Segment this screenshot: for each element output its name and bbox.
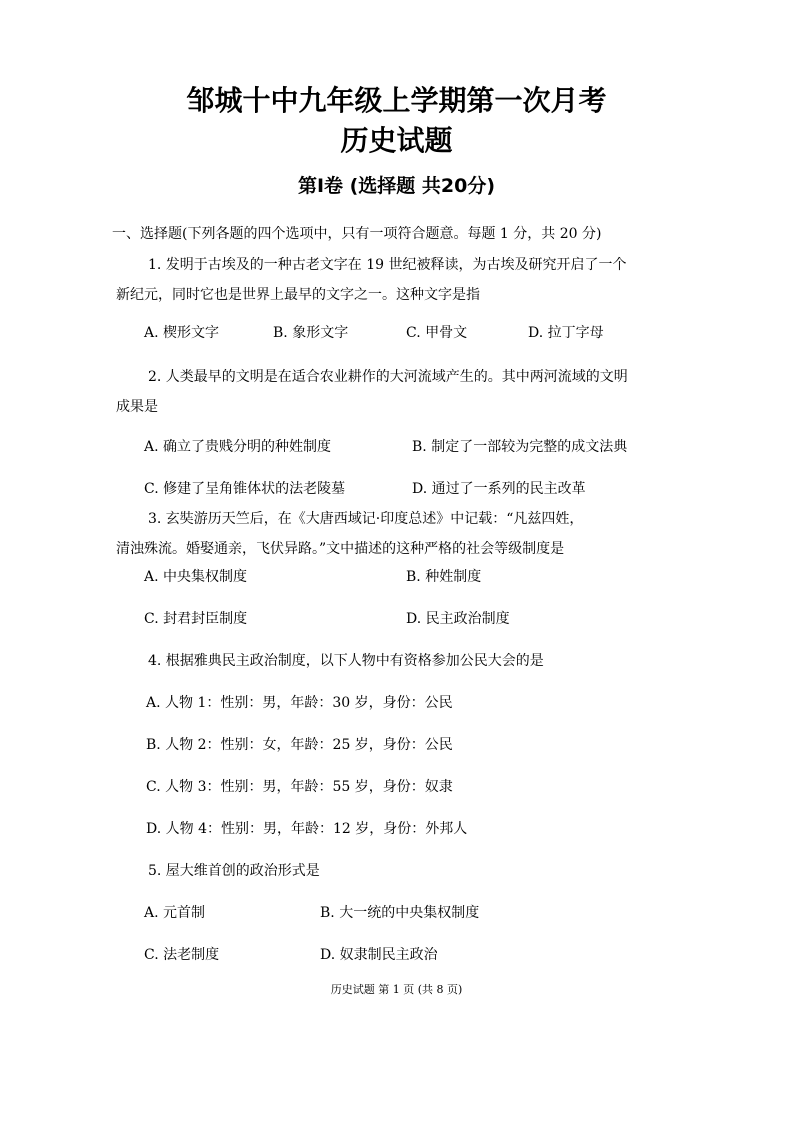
- question-2-option-b: B. 制定了一部较为完整的成文法典: [412, 439, 628, 455]
- question-4-option-d: D. 人物 4：性别：男，年龄：12 岁，身份：外邦人: [146, 821, 468, 837]
- question-3-stem-line2: 清浊殊流。婚娶通亲，飞伏异路。”文中描述的这种严格的社会等级制度是: [116, 541, 565, 557]
- question-4-option-a: A. 人物 1：性别：男，年龄：30 岁，身份：公民: [146, 695, 453, 711]
- question-3-option-d: D. 民主政治制度: [406, 611, 510, 627]
- question-1-stem-line1: 1. 发明于古埃及的一种古老文字在 19 世纪被释读，为古埃及研究开启了一个: [148, 257, 627, 273]
- question-3-option-a: A. 中央集权制度: [144, 569, 248, 585]
- question-1-option-c: C. 甲骨文: [406, 325, 468, 341]
- question-3-option-b: B. 种姓制度: [406, 569, 482, 585]
- question-5-option-a: A. 元首制: [144, 905, 206, 921]
- question-1-option-a: A. 楔形文字: [144, 325, 220, 341]
- question-1-option-d: D. 拉丁字母: [528, 325, 604, 341]
- question-4-stem: 4. 根据雅典民主政治制度，以下人物中有资格参加公民大会的是: [148, 653, 544, 669]
- section-title: 第Ⅰ卷 (选择题 共20分): [297, 175, 496, 197]
- question-1-option-b: B. 象形文字: [273, 325, 349, 341]
- question-2-option-d: D. 通过了一系列的民主改革: [412, 481, 586, 497]
- question-5-stem: 5. 屋大维首创的政治形式是: [148, 863, 320, 879]
- question-5-option-b: B. 大一统的中央集权制度: [320, 905, 480, 921]
- question-3-stem-line1: 3. 玄奘游历天竺后，在《大唐西域记·印度总述》中记载：“凡兹四姓，: [148, 511, 584, 527]
- question-2-option-a: A. 确立了贵贱分明的种姓制度: [144, 439, 332, 455]
- question-2-option-c: C. 修建了呈角锥体状的法老陵墓: [144, 481, 346, 497]
- question-1-stem-line2: 新纪元，同时它也是世界上最早的文字之一。这种文字是指: [116, 287, 480, 303]
- question-5-option-c: C. 法老制度: [144, 947, 220, 963]
- question-3-option-c: C. 封君封臣制度: [144, 611, 248, 627]
- question-5-option-d: D. 奴隶制民主政治: [320, 947, 438, 963]
- subject-title: 历史试题: [340, 124, 453, 157]
- page-footer: 历史试题 第 1 页 (共 8 页): [330, 983, 463, 996]
- question-2-stem-line2: 成果是: [116, 399, 158, 415]
- question-4-option-b: B. 人物 2：性别：女，年龄：25 岁，身份：公民: [146, 737, 453, 753]
- instructions: 一、选择题(下列各题的四个选项中，只有一项符合题意。每题 1 分，共 20 分): [112, 226, 602, 242]
- question-2-stem-line1: 2. 人类最早的文明是在适合农业耕作的大河流域产生的。其中两河流域的文明: [148, 369, 628, 385]
- question-4-option-c: C. 人物 3：性别：男，年龄：55 岁，身份：奴隶: [146, 779, 453, 795]
- exam-title: 邹城十中九年级上学期第一次月考: [186, 84, 607, 117]
